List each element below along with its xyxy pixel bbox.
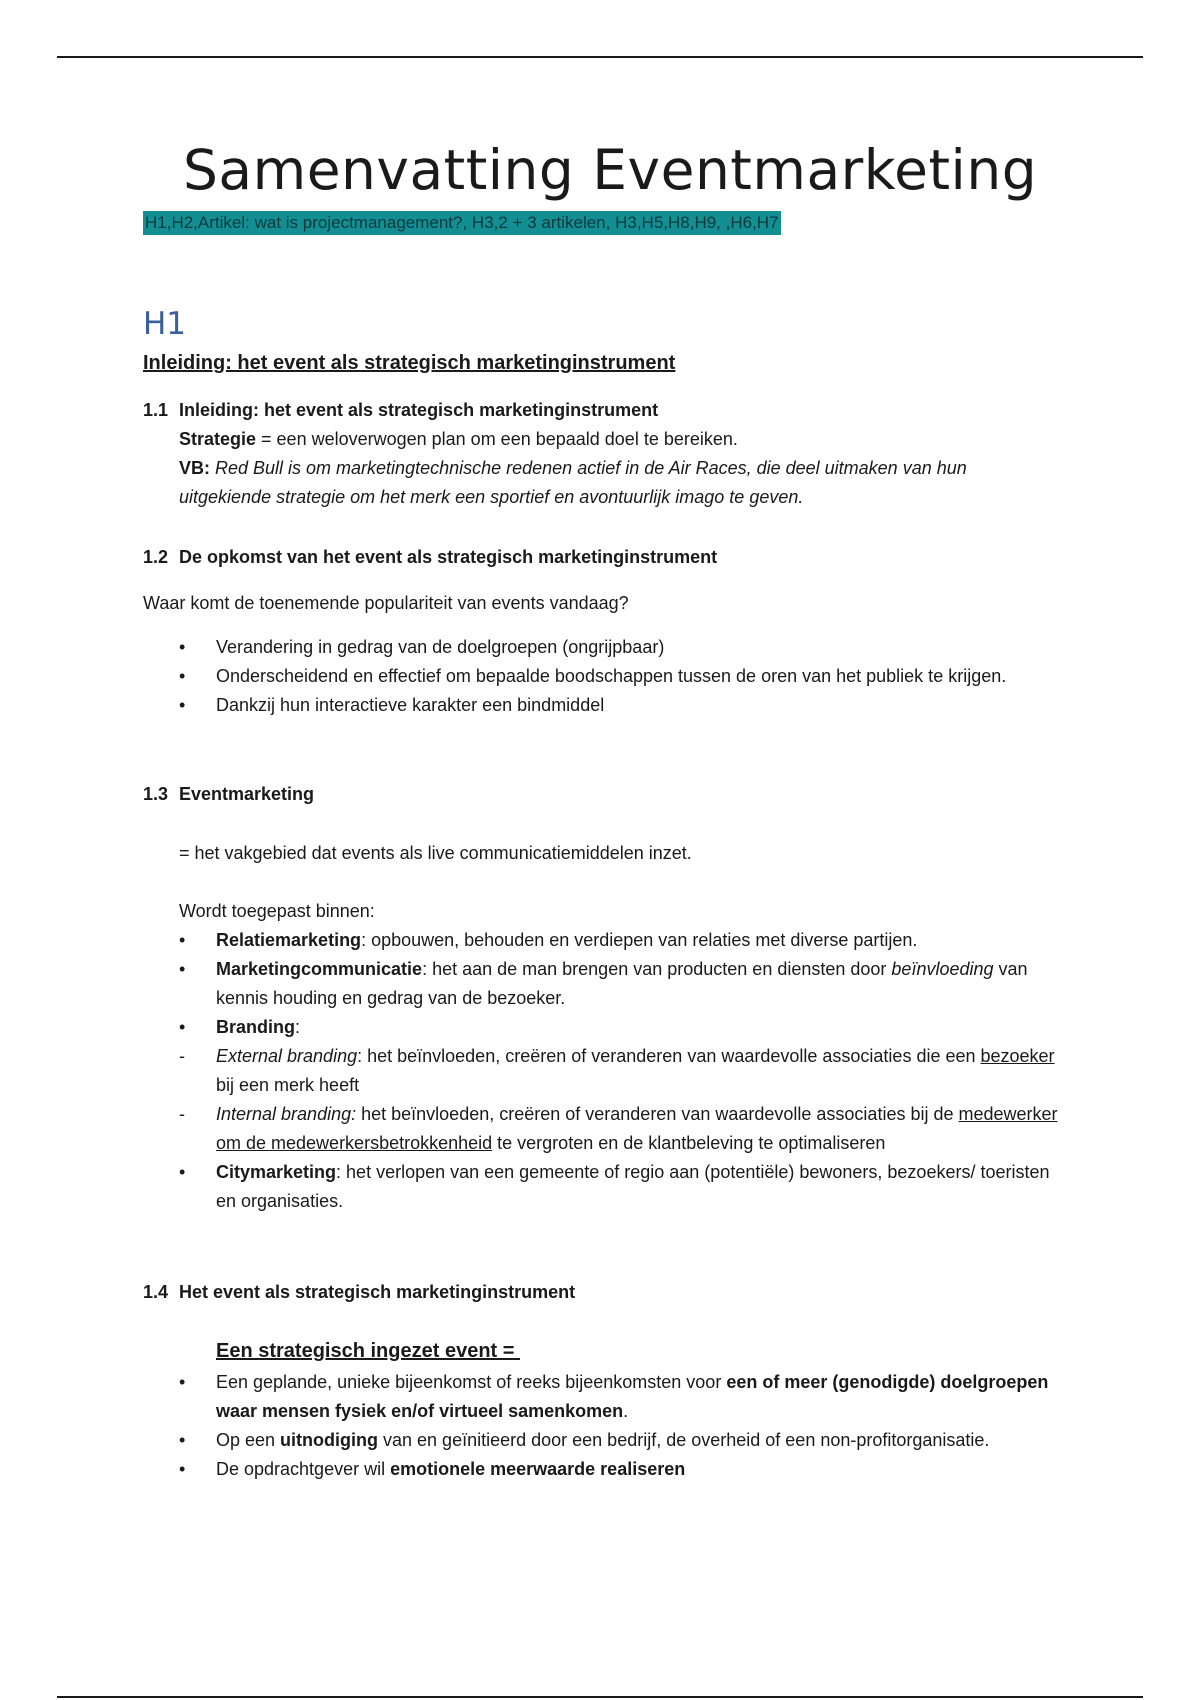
eventmarketing-definition: = het vakgebied dat events als live communicatiemiddelen inzet. [179,843,692,863]
list-item: • Onderscheidend en effectief om bepaalde boodschappen tussen de oren van het publiek te krijgen. [179,666,1007,686]
section-heading-1-4: 1.4 Het event als strategisch marketinginstrument [143,1282,576,1302]
list-item: • Relatiemarketing: opbouwen, behouden en verdiepen van relaties met diverse partijen. [179,930,918,950]
strategic-event-subheading: Een strategisch ingezet event = [216,1340,520,1362]
popularity-list [179,633,1059,720]
applied-list [179,926,1059,1216]
applied-intro: Wordt toegepast binnen: [179,901,375,921]
top-rule [57,56,1143,58]
list-item: • Een geplande, unieke bijeenkomst of reeks bijeenkomsten voor een of meer (genodigde) doelgroepen waar mensen fysiek en/of virtueel samenkomen. [179,1372,1049,1421]
popularity-question: Waar komt de toenemende populariteit van events vandaag? [143,593,629,613]
list-item: • Marketingcommunicatie: het aan de man brengen van producten en diensten door beïnvloeding van kennis houding en gedrag van de bezoeker. [179,959,1028,1008]
section-heading-1-2: 1.2 De opkomst van het event als strategisch marketinginstrument [143,547,718,567]
list-item: • Dankzij hun interactieve karakter een bindmiddel [179,695,605,715]
document-title: Samenvatting Eventmarketing [183,138,1038,202]
bottom-rule [57,1696,1143,1698]
list-item: • De opdrachtgever wil emotionele meerwaarde realiseren [179,1459,686,1479]
list-item: • Branding: [179,1017,301,1037]
list-item: - External branding: het beïnvloeden, creëren of veranderen van waardevolle associaties die een bezoeker bij een merk heeft [179,1046,1055,1095]
list-item: • Citymarketing: het verlopen van een gemeente of regio aan (potentiële) bewoners, bezoekers/ toeristen en organisaties. [179,1162,1050,1211]
chapter-title: Inleiding: het event als strategisch marketinginstrument [143,352,676,374]
section-heading-1-1: 1.1 Inleiding: het event als strategisch marketinginstrument [143,400,659,420]
strategic-event-list [179,1368,1059,1484]
list-item: - Internal branding: het beïnvloeden, creëren of veranderen van waardevolle associaties bij de medewerker om de medewerkersbetrokkenheid te vergroten en de klantbeleving te optimaliseren [179,1104,1058,1153]
chapter-heading: H1 [143,306,187,342]
example-paragraph: VB: Red Bull is om marketingtechnische redenen actief in de Air Races, die deel uitmaken van hun uitgekiende strategie om het merk een sportief en avontuurlijk imago te geven. [179,458,967,507]
section-heading-1-3: 1.3 Eventmarketing [143,784,315,804]
list-item: • Op een uitnodiging van en geïnitieerd door een bedrijf, de overheid of een non-profitorganisatie. [179,1430,990,1450]
strategie-definition: Strategie = een weloverwogen plan om een bepaald doel te bereiken. [179,429,738,449]
list-item: • Verandering in gedrag van de doelgroepen (ongrijpbaar) [179,637,665,657]
highlighted-chapter-list: H1,H2,Artikel: wat is projectmanagement?, H3,2 + 3 artikelen, H3,H5,H8,H9, ,H6,H7 [143,211,781,235]
